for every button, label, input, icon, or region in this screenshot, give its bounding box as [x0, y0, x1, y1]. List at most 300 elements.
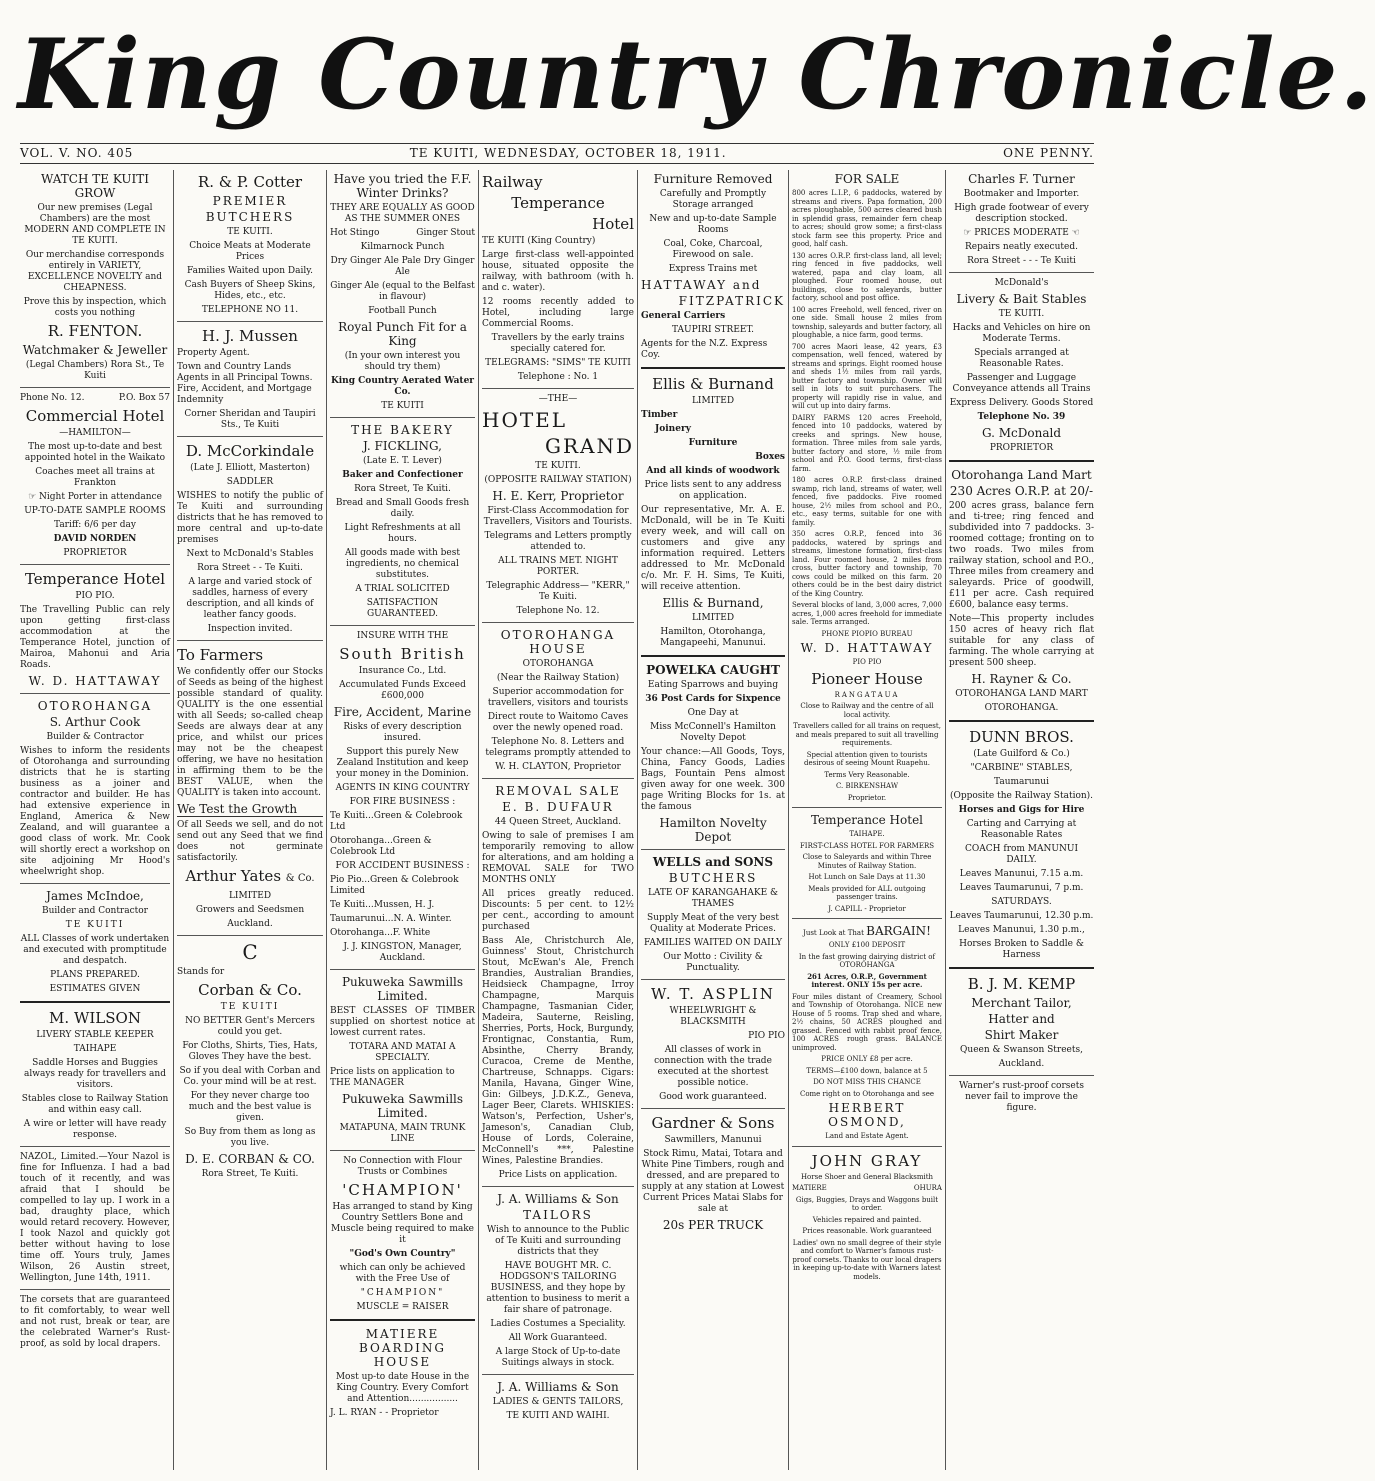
- turner-text: Repairs neatly executed.: [965, 242, 1078, 252]
- divider: [177, 321, 323, 322]
- asplin-trade: WHEELWRIGHT & BLACKSMITH: [669, 1006, 757, 1027]
- williams-text: A large Stock of Up-to-date Suitings always in stock.: [495, 1347, 621, 1368]
- asplin-place: PIO PIO: [748, 1031, 785, 1041]
- otorohanga-house-text: Superior accommodation for travellers, visitors and tourists: [487, 687, 629, 708]
- mccorkindale-trade: SADDLER: [226, 477, 274, 487]
- corset-notice: Ladies' own no small degree of their style and comfort to Warner's famous rust-proof corsets. Thanks to our local drapers in keeping up-to-date with Warners latest models.: [792, 1238, 942, 1281]
- hattaway-place: TAUPIRI STREET.: [671, 325, 755, 335]
- john-gray-text: Gigs, Buggies, Drays and Waggons built to order.: [795, 1195, 939, 1212]
- hotel-grand-place: TE KUITI.: [535, 461, 581, 471]
- column-1: [20, 170, 170, 1470]
- phone: Phone No. 12.: [20, 393, 85, 403]
- ff-drink: Ginger Stout: [416, 228, 475, 238]
- ellis-burnand-limited: LIMITED: [691, 396, 735, 406]
- corban-text: So if you deal with Corban and Co. your mind will be at rest.: [179, 1066, 321, 1087]
- pukuweka-text: TOTARA AND MATAI A SPECIALTY.: [349, 1042, 456, 1063]
- yates-trade: Growers and Seedsmen: [195, 905, 305, 915]
- for-sale-text: DAIRY FARMS 120 acres Freehold, fenced into 10 paddocks, watered by creeks and springs. New house, formation. Three miles from sale yards, butter factory and store, ½ mile from school and P.O. Good terms, first-class farm.: [792, 413, 942, 473]
- mussen-name: H. J. Mussen: [202, 327, 298, 345]
- divider: [20, 693, 170, 694]
- champion-text: Has arranged to stand by King Country Settlers Bone and Muscle being required to make it: [330, 1202, 474, 1245]
- bargain-text: Come right on to Otorohanga and see: [799, 1089, 935, 1098]
- price: ONE PENNY.: [1003, 146, 1094, 160]
- hotel-grand-text: Telegraphic Address— "KERR," Te Kuiti.: [486, 581, 630, 602]
- railway-hotel-phone: Telephone : No. 1: [517, 372, 599, 382]
- divider: [949, 1075, 1094, 1076]
- mcindoe-place: TE KUITI: [65, 920, 125, 930]
- furniture-text: New and up-to-date Sample Rooms: [649, 214, 777, 235]
- railway-hotel-text: Travellers by the early trains specially catered for.: [491, 333, 625, 354]
- mcdonald-heading: McDonald's: [994, 278, 1049, 288]
- wilson-place: TAIHAPE: [73, 1044, 117, 1054]
- mussen-trade: Property Agent.: [177, 348, 250, 358]
- powelka-text: One Day at: [687, 708, 739, 718]
- osmond-trade: Land and Estate Agent.: [825, 1132, 909, 1140]
- wells-text: FAMILIES WAITED ON DAILY: [643, 938, 783, 948]
- commercial-hotel-role: PROPRIETOR: [63, 548, 127, 558]
- corban-letter: C: [242, 940, 258, 964]
- temperance-taihape-place: TAIHAPE.: [849, 830, 885, 838]
- column-divider: [173, 170, 174, 1470]
- column-5: [641, 170, 785, 1470]
- for-sale-text: 700 acres Maori lease, 42 years, £3 compensation, well fenced, watered by streams and springs. Eight roomed house and sheds 1½ miles from rail yards, butter factory and township. Owner will sell in lots to suit purchasers. The property will rapidly rise in value, and will cut up into dairy farms.: [792, 342, 942, 410]
- pioneer-house-role: Proprietor.: [847, 793, 887, 802]
- divider: [949, 720, 1094, 722]
- turner-text: High grade footwear of every description stocked.: [954, 203, 1089, 224]
- wilson-name: M. WILSON: [49, 1009, 141, 1027]
- for-sale-text: 130 acres O.R.P. first-class land, all level; ring fenced in five paddocks, well watered, papa and clay loam, all ploughed. Four roomed house, out buildings, close to saleyards, butter factory, school and post office.: [792, 251, 942, 302]
- dunn-bros-timetable: Leaves Manunui, 7.15 a.m.: [959, 869, 1084, 879]
- kemp-trade: Merchant Tailor,: [971, 996, 1072, 1010]
- divider: [482, 1186, 634, 1187]
- furniture-text: Carefully and Promptly Storage arranged: [659, 189, 767, 210]
- mcindoe-plans: PLANS PREPARED.: [50, 970, 140, 980]
- wilson-text: Stables close to Railway Station and within easy call.: [21, 1094, 169, 1115]
- powelka-heading: POWELKA CAUGHT: [646, 663, 780, 677]
- dunn-bros-stables: "CARBINE" STABLES,: [970, 763, 1073, 773]
- hotel-grand-the: —THE—: [538, 394, 578, 404]
- mcindoe-name: James McIndoe,: [46, 889, 144, 903]
- divider: [20, 1001, 170, 1003]
- mcdonald-text: Express Delivery. Goods Stored: [949, 398, 1094, 408]
- otorohanga-house-text: Telephone No. 8. Letters and telegrams promptly attended to: [485, 737, 631, 758]
- south-british-co: Insurance Co., Ltd.: [358, 666, 447, 676]
- railway-hotel-heading: Hotel: [592, 215, 634, 233]
- corban-signature: D. E. CORBAN & CO.: [185, 1152, 315, 1166]
- divider: [792, 918, 942, 919]
- williams-place: TE KUITI AND WAIHI.: [506, 1411, 610, 1421]
- pointing-hand-icon: ☞: [28, 492, 37, 502]
- champion-heading: 'CHAMPION': [342, 1181, 463, 1199]
- commercial-hotel-text: The most up-to-date and best appointed hotel in the Waikato: [24, 442, 166, 463]
- pukuweka-name: Pukuweka Sawmills Limited.: [341, 975, 464, 1003]
- aerated-water-place: TE KUITI: [381, 401, 424, 411]
- ff-drink: Football Punch: [368, 306, 437, 316]
- commercial-hotel-text: Coaches meet all trains at Frankton: [35, 467, 155, 488]
- removal-sale-text: Price Lists on application.: [498, 1170, 618, 1180]
- mccorkindale-text: WISHES to notify the public of Te Kuiti and surrounding districts that he has removed to more central and up-to-date premises: [177, 491, 323, 545]
- grow-text: Our merchandise corresponds entirely in VARIETY, EXCELLENCE NOVELTY and CHEAPNESS.: [25, 250, 165, 293]
- rayner-sub: OTOROHANGA LAND MART: [955, 689, 1088, 699]
- hotel-grand-text: First-Class Accommodation for Travellers, Visitors and Tourists.: [483, 506, 633, 527]
- mcdonald-text: Specials arranged at Reasonable Rates.: [974, 348, 1069, 369]
- bakery-text: SATISFACTION GUARANTEED.: [366, 598, 439, 619]
- champion-text: "CHAMPION": [360, 1288, 445, 1298]
- wilson-text: Saddle Horses and Buggies always ready for travellers and visitors.: [24, 1058, 166, 1090]
- bargain-text: Four miles distant of Creamery, School and Township of Otorohanga. NICE new House of 5 rooms. Trap shed and whare, 2½ chains, 50 ACRES ploughed and grassed. Fenced with rabbit proof fence, 100 ACRES rough grass. BALANCE unimproved.: [792, 992, 942, 1052]
- corban-address: Rora Street, Te Kuiti.: [201, 1169, 299, 1179]
- cotter-title: BUTCHERS: [205, 210, 295, 224]
- dunn-bros-opposite: (Opposite the Railway Station).: [949, 791, 1094, 801]
- farmers-text: We confidently offer our Stocks of Seeds as being of the highest possible standard of quality. QUALITY is the one essential with all Seeds; so-called cheap Seeds are always dear at any price, and whilst our prices may not be the cheapest offering, we have no hesitation in affirming them to be the BEST VALUE, when the QUALITY is taken into account.: [177, 667, 323, 798]
- ellis-burnand-name: Ellis & Burnand: [652, 375, 774, 393]
- ff-drink: Hot Stingo: [330, 228, 380, 238]
- divider: [330, 1150, 475, 1151]
- john-gray-text: Vehicles repaired and painted.: [812, 1215, 922, 1224]
- cotter-name: R. & P. Cotter: [197, 173, 303, 191]
- champion-text: which can only be achieved with the Free Use of: [339, 1263, 466, 1284]
- temperance-hotel-owner: W. D. HATTAWAY: [28, 674, 162, 688]
- matiere-owner: J. L. RYAN - - Proprietor: [330, 1408, 439, 1418]
- column-4: [482, 170, 634, 1470]
- divider: [949, 967, 1094, 969]
- divider: [20, 883, 170, 884]
- mccorkindale-text: Rora Street - - Te Kuiti.: [197, 563, 303, 573]
- hotel-grand-text: Telegrams and Letters promptly attended to.: [484, 531, 632, 552]
- corban-text: For they never charge too much and the best value is given.: [188, 1091, 312, 1123]
- removal-sale-text: All prices greatly reduced. Discounts: 5 per cent. to 12½ per cent., according to amount purchased: [482, 889, 634, 932]
- divider: [792, 807, 942, 808]
- wilson-text: A wire or letter will have ready response.: [23, 1119, 167, 1140]
- divider: [20, 387, 170, 388]
- railway-hotel-text: 12 rooms recently added to Hotel, including large Commercial Rooms.: [482, 297, 634, 329]
- mcdonald-text: Passenger and Luggage Conveyance attends all Trains: [952, 373, 1091, 394]
- gardner-name: Gardner & Sons: [651, 1114, 775, 1132]
- divider: [482, 1374, 634, 1375]
- yates-co: & Co.: [285, 873, 315, 884]
- mccorkindale-name: D. McCorkindale: [185, 442, 315, 460]
- rayner-name: H. Rayner & Co.: [971, 672, 1072, 686]
- matiere-heading: MATIERE BOARDING HOUSE: [358, 1327, 447, 1369]
- wells-trade: BUTCHERS: [668, 871, 758, 885]
- divider: [177, 935, 323, 936]
- kemp-trade: Hatter and: [988, 1012, 1055, 1026]
- corban-stands: Stands for: [177, 967, 225, 977]
- ellis-burnand-text: Price lists sent to any address on application.: [644, 480, 782, 501]
- south-british-manager: J. J. KINGSTON, Manager, Auckland.: [343, 942, 462, 963]
- temperance-taihape-heading: Temperance Hotel: [810, 813, 924, 827]
- farmers-heading: To Farmers: [177, 646, 264, 664]
- for-sale-phone: PHONE PIOPIO BUREAU: [821, 629, 913, 638]
- cotter-title: PREMIER: [212, 194, 288, 208]
- ff-heading: Have you tried the F.F. Winter Drinks?: [333, 172, 472, 200]
- pioneer-house-heading: Pioneer House: [811, 669, 923, 688]
- pioneer-house-text: Terms Very Reasonable.: [824, 770, 910, 779]
- divider: [482, 622, 634, 623]
- furniture-heading: Furniture Removed: [653, 172, 773, 186]
- south-british-funds: Accumulated Funds Exceed £600,000: [339, 680, 466, 701]
- wells-name: WELLS and SONS: [652, 855, 774, 869]
- divider: [641, 655, 785, 657]
- williams-text: HAVE BOUGHT MR. C. HODGSON'S TAILORING BUSINESS, and they hope by attention to business to merit a fair share of patronage.: [486, 1261, 630, 1315]
- railway-hotel-heading: Railway: [482, 173, 543, 191]
- cook-trade: Builder & Contractor: [46, 732, 144, 742]
- nazol-testimonial: NAZOL, Limited.—Your Nazol is fine for Influenza. I had a bad touch of it recently, and was afraid that I should be compelled to lay up. I work in a bad, draughty place, which would retard recovery. However, I took Nazol and quickly got better without having to lose time off. Yours truly, James Wilson, 26 Austin street, Wellington, June 14th, 1911.: [20, 1152, 170, 1283]
- bargain-text: TERMS—£100 down, balance at 5: [806, 1066, 928, 1075]
- pointing-hand-icon: ☜: [1071, 228, 1080, 238]
- hotel-grand-text: Telephone No. 12.: [516, 606, 600, 616]
- john-gray-text: Prices reasonable. Work guaranteed: [802, 1227, 932, 1235]
- south-british-fire-business: FOR FIRE BUSINESS :: [349, 797, 456, 807]
- pointing-hand-icon: ☞: [963, 228, 972, 238]
- for-sale-text: Several blocks of land, 3,000 acres, 7,000 acres, 1,000 acres freehold for immediate sale. Terms arranged.: [792, 601, 942, 626]
- railway-hotel-heading: Temperance: [511, 194, 605, 212]
- bakery-heading: THE BAKERY: [351, 423, 454, 437]
- south-british-agent: Otorohanga...F. White: [330, 928, 431, 938]
- dunn-bros-text: Horses and Gigs for Hire: [958, 805, 1085, 815]
- divider: [330, 417, 475, 418]
- mccorkindale-text: Inspection invited.: [207, 624, 293, 634]
- osmond-name: HERBERT OSMOND,: [828, 1101, 906, 1129]
- kemp-city: Auckland.: [998, 1059, 1045, 1069]
- column-divider: [788, 170, 789, 1470]
- bargain-text: 261 Acres, O.R.P., Government interest. ONLY 15s per acre.: [807, 971, 927, 989]
- cotter-text: Cash Buyers of Sheep Skins, Hides, etc., etc.: [184, 280, 316, 301]
- railway-hotel-place: TE KUITI (King Country): [482, 236, 596, 246]
- fenton-name: R. FENTON.: [47, 322, 143, 340]
- ellis-burnand-limited: LIMITED: [691, 613, 735, 623]
- turner-prices: PRICES MODERATE: [974, 228, 1069, 238]
- bakery-text: All goods made with best ingredients, no chemical substitutes.: [345, 548, 460, 580]
- temperance-taihape-text: FIRST-CLASS HOTEL FOR FARMERS: [799, 841, 935, 850]
- fenton-address: (Legal Chambers) Rora St., Te Kuiti: [25, 360, 165, 381]
- yates-limited: LIMITED: [228, 891, 272, 901]
- john-gray-trade: Horse Shoer and General Blacksmith: [800, 1172, 934, 1181]
- dunn-bros-timetable: Leaves Taumarunui, 7 p.m.: [959, 883, 1084, 893]
- corset-notice: The corsets that are guaranteed to fit comfortably, to wear well and not rust, break or tear, are the celebrated Warner's Rust-proof, as sold by local drapers.: [20, 1295, 170, 1349]
- ellis-burnand-name: Ellis & Burnand,: [662, 596, 764, 610]
- land-mart-heading: Otorohanga Land Mart: [951, 468, 1092, 482]
- dufaur-name: E. B. DUFAUR: [502, 800, 614, 814]
- for-sale-text: 350 acres O.R.P., fenced into 36 paddocks, watered by springs and streams, limestone formation, first-class land. Four roomed house, 2 miles from cross, butter factory and township, 70 cows could be milked on this farm. 20 others could be in the best dairy district of the King Country.: [792, 530, 942, 598]
- divider: [792, 1146, 942, 1147]
- dunn-bros-sub: (Late Guilford & Co.): [973, 749, 1070, 759]
- bakery-name: J. FICKLING,: [363, 439, 442, 453]
- ff-text: (In your own interest you should try them): [344, 351, 461, 372]
- dunn-bros-timetable: SATURDAYS.: [991, 897, 1052, 907]
- cotter-text: Families Waited upon Daily.: [187, 266, 313, 276]
- williams-trade: TAILORS: [523, 1208, 593, 1222]
- header-rule: [20, 163, 1094, 164]
- dunn-bros-timetable: Leaves Manunui, 1.30 p.m.,: [958, 925, 1085, 935]
- bargain-text: PRICE ONLY £8 per acre.: [821, 1055, 913, 1063]
- cotter-telephone: TELEPHONE NO 11.: [201, 305, 299, 315]
- mccorkindale-text: A large and varied stock of saddles, harness of every description, and all kinds of leather fancy goods.: [186, 577, 314, 620]
- south-british-agent: Pio Pio...Green & Colebrook Limited: [330, 875, 459, 896]
- grow-text: Our new premises (Legal Chambers) are the most MODERN AND COMPLETE IN TE KUITI.: [24, 203, 166, 246]
- grow-text: Prove this by inspection, which costs you nothing: [23, 297, 167, 318]
- column-6: [792, 170, 942, 1470]
- kemp-name: B. J. M. KEMP: [967, 975, 1076, 993]
- removal-sale-heading: REMOVAL SALE: [495, 784, 621, 798]
- bargain-heading: BARGAIN!: [866, 924, 931, 938]
- gardner-price: 20s PER TRUCK: [662, 1218, 764, 1232]
- column-divider: [478, 170, 479, 1470]
- williams-text: All Work Guaranteed.: [508, 1333, 608, 1343]
- temperance-hotel-text: The Travelling Public can rely upon getting first-class accommodation at the Temperance Hotel, junction of Mairoa, Mahonui and Aria Roads.: [20, 605, 170, 670]
- corset-notice: Warner's rust-proof corsets never fail to improve the figure.: [959, 1081, 1084, 1113]
- masthead: [18, 10, 1375, 140]
- for-sale-text: 180 acres O.R.P. first-class drained swamp, rich land, streams of water, well fenced, five paddocks. Five roomed house, 2½ miles from school and P.O., etc., easy terms, suitable for one with family.: [792, 476, 942, 527]
- land-mart-text: Note—This property includes 150 acres of heavy rich flat suitable for any class of farming. The whole carrying at present 500 sheep.: [949, 614, 1094, 668]
- commercial-hotel-heading: Commercial Hotel: [25, 407, 165, 425]
- williams-text: Wish to announce to the Public of Te Kuiti and surrounding districts that they: [486, 1225, 630, 1257]
- railway-hotel-telegrams: TELEGRAMS: "SIMS" TE KUITI: [485, 358, 631, 368]
- ff-drink: Dry Ginger Ale Pale Dry Ginger Ale: [330, 256, 475, 277]
- commercial-hotel-text: Tariff: 6/6 per day: [54, 520, 136, 530]
- otorohanga-house-text: Direct route to Waitomo Caves over the newly opened road.: [487, 712, 629, 733]
- hotel-grand-owner: H. E. Kerr, Proprietor: [492, 489, 624, 503]
- column-3: [330, 170, 475, 1470]
- insurance-text: INSURE WITH THE: [356, 631, 449, 641]
- commercial-hotel-sub: —HAMILTON—: [59, 428, 131, 438]
- divider: [641, 1108, 785, 1109]
- turner-address: Rora Street - - - Te Kuiti: [967, 256, 1076, 266]
- corban-name: Corban & Co.: [198, 981, 302, 999]
- for-sale-text: 100 acres Freehold, well fenced, river on one side. Small house 2 miles from township, saleyards and butter factory, all ploughable, a nice farm, good terms.: [792, 305, 942, 339]
- wells-text: Supply Meat of the very best Quality at Moderate Prices.: [647, 913, 779, 934]
- pukuweka-place: MATAPUNA, MAIN TRUNK LINE: [339, 1123, 466, 1144]
- ff-drink: Kilmarnock Punch: [360, 242, 445, 252]
- divider: [330, 625, 475, 626]
- turner-name: Charles F. Turner: [968, 172, 1075, 186]
- divider: [641, 367, 785, 369]
- hattaway-name: FITZPATRICK: [678, 294, 785, 308]
- place-date: TE KUITI, WEDNESDAY, OCTOBER 18, 1911.: [409, 146, 727, 160]
- commercial-hotel-owner: DAVID NORDEN: [53, 534, 137, 544]
- column-2: [177, 170, 323, 1470]
- otorohanga-heading: OTOROHANGA: [37, 699, 153, 713]
- divider: [177, 640, 323, 641]
- john-gray-name: JOHN GRAY: [811, 1151, 923, 1170]
- otorohanga-house-sub: (Near the Railway Station): [496, 673, 620, 683]
- corban-text: So Buy from them as long as you live.: [184, 1127, 316, 1148]
- otorohanga-house-place: OTOROHANGA: [522, 659, 594, 669]
- cotter-place: TE KUITI.: [227, 227, 273, 237]
- column-divider: [326, 170, 327, 1470]
- asplin-text: All classes of work in connection with the trade executed at the shortest possible notice.: [654, 1045, 772, 1088]
- south-british-accident-business: FOR ACCIDENT BUSINESS :: [335, 861, 470, 871]
- for-sale-text: 800 acres L.I.P., 6 paddocks, watered by streams and rivers. Papa formation, 200 acres ploughable, 500 acres cleared bush in splendid grass, remainder fern cheap to acres; should grow some; a first-class stock farm see this property. Price and good, half cash.: [792, 189, 942, 248]
- williams-trade: LADIES & GENTS TAILORS,: [492, 1397, 624, 1407]
- hotel-grand-heading: GRAND: [544, 434, 634, 458]
- gardner-text: Stock Rimu, Matai, Totara and White Pine Timbers, rough and dressed, and are prepared to supply at any station at Lowest Current Prices Matai Slabs for sale at: [641, 1149, 785, 1214]
- fenton-trade: Watchmaker & Jeweller: [22, 343, 168, 357]
- railway-hotel-text: Large first-class well-appointed house, situated opposite the railway, with bathroom (with h. and c. water).: [482, 250, 634, 293]
- ellis-burnand-text: Our representative, Mr. A. E. McDonald, will be in Te Kuiti every week, and will call on customers and give any information required. Letters addressed to Mr. McDonald c/o. Mr. F. H. Sims, Te Kuiti, will receive attention.: [641, 505, 785, 592]
- dunn-bros-text: Carting and Carrying at Reasonable Rates: [966, 819, 1077, 840]
- temperance-hotel-place: PIO PIO.: [75, 591, 115, 601]
- ellis-burnand-place: Hamilton, Otorohanga, Mangapeehi, Manunui.: [660, 627, 766, 648]
- bakery-address: Rora Street, Te Kuiti.: [354, 484, 451, 494]
- yates-place: Auckland.: [227, 919, 273, 929]
- bakery-trade: Baker and Confectioner: [342, 470, 463, 480]
- otorohanga-house-owner: W. H. CLAYTON, Proprietor: [495, 762, 621, 772]
- south-british-agent: Otorohanga...Green & Colebrook Ltd: [330, 836, 432, 857]
- dunn-bros-name: DUNN BROS.: [969, 728, 1074, 746]
- hotel-grand-heading: HOTEL: [482, 408, 568, 432]
- land-mart-sub: 230 Acres O.R.P. at 20/-: [949, 484, 1094, 498]
- divider: [641, 979, 785, 980]
- mccorkindale-text: Next to McDonald's Stables: [186, 549, 314, 559]
- ellis-burnand-text: Boxes: [755, 452, 785, 462]
- ellis-burnand-text: Furniture: [688, 438, 738, 448]
- pukuweka-text: BEST CLASSES OF TIMBER supplied on shortest notice at lowest current rates.: [330, 1006, 475, 1038]
- wells-text: LATE OF KARANGAHAKE & THAMES: [647, 888, 779, 909]
- cook-text: Wishes to inform the residents of Otorohanga and surrounding districts that he is starting business as a joiner and contractor and builder. He has had extensive experience in England, America & New Zealand, and will guarantee a good class of work. Mr. Cook will shortly erect a workshop on site adjoining Mr Hood's wheelwright shop.: [20, 746, 170, 877]
- powelka-text: 36 Post Cards for Sixpence: [645, 694, 781, 704]
- for-sale-heading: FOR SALE: [834, 172, 900, 186]
- bargain-text: DO NOT MISS THIS CHANCE: [813, 1078, 921, 1086]
- divider: [20, 1146, 170, 1147]
- dunn-bros-text: COACH from MANUNUI DAILY.: [965, 844, 1078, 865]
- ff-heading: Royal Punch Fit for a King: [338, 320, 467, 348]
- column-divider: [637, 170, 638, 1470]
- newspaper-title: King Country Chronicle.: [18, 18, 1375, 131]
- temperance-taihape-owner: J. CAPILL - Proprietor: [828, 904, 906, 913]
- for-sale-place: PIO PIO: [852, 658, 882, 666]
- temperance-taihape-text: Meals provided for ALL outgoing passenger trains.: [808, 884, 926, 901]
- furniture-text: Express Trains met: [668, 264, 758, 274]
- pioneer-house-owner: C. BIRKENSHAW: [835, 782, 899, 790]
- po-box: P.O. Box 57: [118, 393, 170, 403]
- south-british-agents: AGENTS IN KING COUNTRY: [335, 783, 470, 793]
- column-7: [949, 170, 1094, 1470]
- asplin-text: Good work guaranteed.: [659, 1092, 767, 1102]
- rayner-place: OTOROHANGA.: [984, 703, 1059, 713]
- cook-name: S. Arthur Cook: [49, 715, 141, 729]
- williams-name: J. A. Williams & Son: [497, 1192, 619, 1206]
- pioneer-house-text: Travellers called for all trains on request, and meals prepared to suit all travelling requirements.: [793, 722, 941, 747]
- removal-sale-text: Owing to sale of premises I am temporarily removing to allow for alterations, and am holding a REMOVAL SALE for TWO MONTHS ONLY: [482, 831, 634, 885]
- bakery-sub: (Late E. T. Lever): [363, 456, 442, 466]
- ellis-burnand-text: Timber: [641, 410, 678, 420]
- mcdonald-place: TE KUITI.: [998, 309, 1045, 319]
- mcdonald-telephone: Telephone No. 39: [977, 412, 1066, 422]
- ff-drink: Ginger Ale (equal to the Belfast in flavour): [330, 281, 475, 302]
- dunn-bros-place: Taumarunui: [994, 777, 1049, 787]
- mcindoe-text: ALL Classes of work undertaken and executed with promptitude and despatch.: [20, 934, 170, 966]
- divider: [482, 388, 634, 389]
- test-growth-text: Of all Seeds we sell, and do not send out any Seed that we find does not germinate satisfactorily.: [177, 820, 323, 863]
- cotter-text: Choice Meats at Moderate Prices: [189, 241, 311, 262]
- turner-trade: Bootmaker and Importer.: [963, 189, 1080, 199]
- divider: [330, 1319, 475, 1321]
- kemp-trade: Shirt Maker: [984, 1028, 1059, 1042]
- mcindoe-trade: Builder and Contractor: [42, 906, 148, 916]
- temperance-taihape-text: Close to Saleyards and within Three Minutes of Railway Station.: [802, 853, 932, 870]
- hattaway-name: HATTAWAY and: [641, 278, 762, 292]
- john-gray-place: OHURA: [913, 1184, 942, 1192]
- dunn-bros-timetable: Leaves Taumarunui, 12.30 p.m.: [949, 911, 1094, 921]
- removal-sale-list: Bass Ale, Christchurch Ale, Guinness' Stout, Christchurch Stout, McEwan's Ale, French Brandies, Australian Brandies, Heidsieck Champagne, Irroy Champagne, Marquis Champagne, Tasmanian Cider, Madeira, Sauterne, Reisling, Sherries, Ports, Hock, Burgundy, Frontignac, Constantia, Rum, Absinthe, Cherry Brandy, Curacoa, Creme de Menthe, Chartreuse, Schnapps. Cigars: Manila, Havana, Ginger Wine, Gin: Gilbeys, J.D.K.Z., Geneva, Lager Beer, Clarets. WHISKIES: Watson's, Perfection, Usher's, Jameson's, Canadian Club, House of Lords, Coleraine, McConnell's ***, Palestine Wines, Palestine Brandies.: [482, 936, 634, 1166]
- champion-text: "God's Own Country": [349, 1249, 456, 1259]
- mussen-text: Town and Country Lands Agents in all Principal Towns. Fire, Accident, and Mortgage Indemnity: [177, 362, 313, 405]
- champion-text: MUSCLE = RAISER: [356, 1302, 449, 1312]
- commercial-hotel-text: Night Porter in attendance: [39, 492, 162, 502]
- pukuweka-name: Pukuweka Sawmills Limited.: [341, 1092, 464, 1120]
- south-british-agent: Te Kuiti...Mussen, H. J.: [330, 900, 435, 910]
